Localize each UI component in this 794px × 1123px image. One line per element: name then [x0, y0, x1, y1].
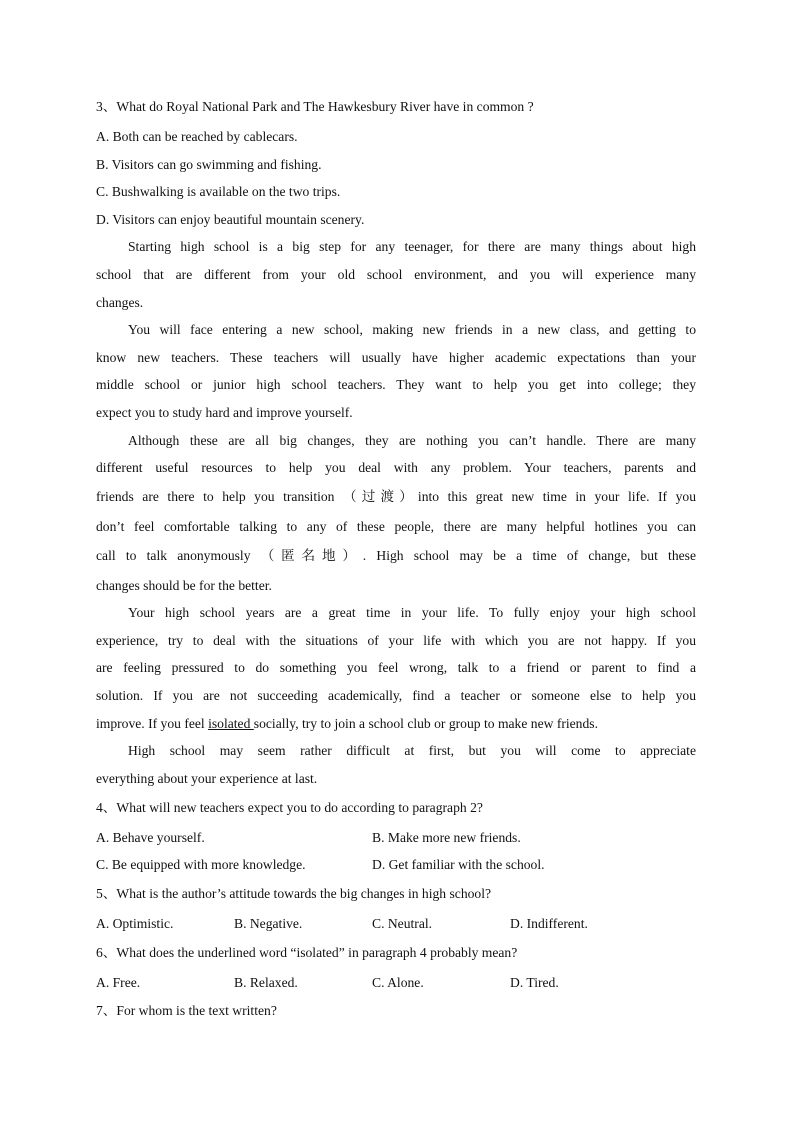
underlined-word-isolated: isolated — [208, 716, 254, 731]
passage-p1-line3: changes. — [96, 295, 144, 310]
passage-p4-line5-pre: improve. If you feel — [96, 716, 209, 731]
q4-option-c: C. Be equipped with more knowledge. — [96, 857, 306, 872]
question-6: 6、What does the underlined word “isolated” in paragraph 4 probably mean? — [96, 945, 518, 960]
passage-p1-line2: school that are different from your old school environment, and you will experience many — [96, 267, 696, 282]
passage-p3-line4: don’t feel comfortable talking to any of these people, there are many helpful hotlines you can — [96, 519, 696, 534]
question-7: 7、For whom is the text written? — [96, 1003, 277, 1018]
passage-p2-line1: You will face entering a new school, making new friends in a new class, and getting to — [128, 322, 696, 337]
q5-option-d: D. Indifferent. — [510, 916, 588, 931]
q3-option-a: A. Both can be reached by cablecars. — [96, 129, 298, 144]
q5-option-a: A. Optimistic. — [96, 916, 174, 931]
passage-p4-line5 — [96, 715, 598, 733]
q4-option-d: D. Get familiar with the school. — [372, 857, 545, 872]
passage-p3-line3: friends are there to help you transition （过渡）into this great new time in your life. If you — [96, 489, 696, 504]
passage-p4-line3: are feeling pressured to do something you feel wrong, talk to a friend or parent to find a — [96, 660, 696, 675]
passage-p1-line1: Starting high school is a big step for any teenager, for there are many things about high — [128, 239, 696, 254]
q4-option-a: A. Behave yourself. — [96, 830, 205, 845]
q5-option-b: B. Negative. — [234, 916, 303, 931]
q6-option-b: B. Relaxed. — [234, 975, 298, 990]
q3-option-c: C. Bushwalking is available on the two trips. — [96, 184, 341, 199]
passage-p4-line1: Your high school years are a great time in your life. To fully enjoy your high school — [128, 605, 696, 620]
passage-p5-line1: High school may seem rather difficult at first, but you will come to appreciate — [128, 743, 696, 758]
q3-option-d: D. Visitors can enjoy beautiful mountain scenery. — [96, 212, 365, 227]
passage-p3-line6: changes should be for the better. — [96, 578, 272, 593]
q6-option-c: C. Alone. — [372, 975, 424, 990]
q6-option-d: D. Tired. — [510, 975, 559, 990]
q5-option-c: C. Neutral. — [372, 916, 433, 931]
question-5: 5、What is the author’s attitude towards the big changes in high school? — [96, 886, 492, 901]
passage-p3-line5: call to talk anonymously （匿名地）. High school may be a time of change, but these — [96, 548, 696, 563]
passage-p5-line2: everything about your experience at last. — [96, 771, 318, 786]
passage-p3-line2: different useful resources to help you deal with any problem. Your teachers, parents and — [96, 460, 696, 475]
passage-p4-line5-post: socially, try to join a school club or group to make new friends. — [253, 716, 598, 731]
passage-p2-line4: expect you to study hard and improve yourself. — [96, 405, 353, 420]
question-3: 3、What do Royal National Park and The Hawkesbury River have in common ? — [96, 99, 534, 114]
passage-p4-line2: experience, try to deal with the situations of your life with which you are not happy. If you — [96, 633, 696, 648]
passage-p2-line3: middle school or junior high school teachers. They want to help you get into college; they — [96, 377, 696, 392]
passage-p2-line2: know new teachers. These teachers will usually have higher academic expectations than your — [96, 350, 696, 365]
question-4: 4、What will new teachers expect you to do according to paragraph 2? — [96, 800, 483, 815]
q4-option-b: B. Make more new friends. — [372, 830, 521, 845]
passage-p3-line1: Although these are all big changes, they are nothing you can’t handle. There are many — [128, 433, 696, 448]
q6-option-a: A. Free. — [96, 975, 141, 990]
q3-option-b: B. Visitors can go swimming and fishing. — [96, 157, 322, 172]
passage-p4-line4: solution. If you are not succeeding academically, find a teacher or someone else to help you — [96, 688, 696, 703]
